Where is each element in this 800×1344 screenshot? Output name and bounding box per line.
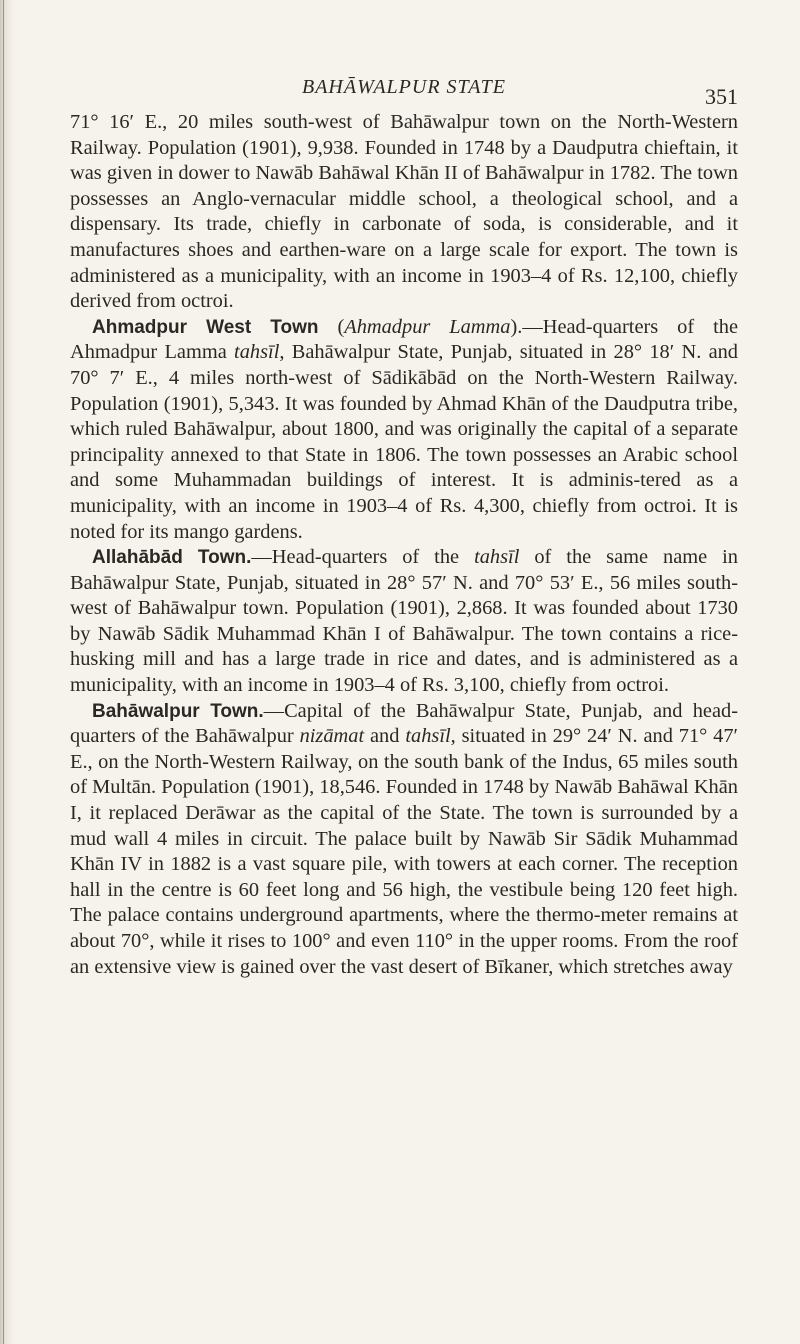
running-head-title: BAHĀWALPUR STATE: [301, 76, 507, 98]
paragraph-continuation: 71° 16′ E., 20 miles south-west of Bahāwalpur town on the North-Western Railway. Population (1901), 9,938. Founded in 1748 by a Daudputra chieftain, it was given in dower to Nawāb Bahāwal Khān II of Bahāwalpur in 1782. The town possesses an Anglo-vernacular middle school, a theological school, and a dispensary. Its trade, chiefly in carbonate of soda, is considerable, and it manufactures shoes and earthen-ware on a large scale for export. The town is administered as a municipality, with an income in 1903–4 of Rs. 12,100, chiefly derived from octroi.: [70, 111, 738, 313]
page-binding-edge: [0, 0, 14, 1344]
entry-bahawalpur-town: Bahāwalpur Town.—Capital of the Bahāwalpur State, Punjab, and head-quarters of the Bahāwalpur nizāmat and tahsīl, situated in 29° 24′ N. and 71° 47′ E., on the North-Western Railway, on the south bank of the Indus, 65 miles south of Multān. Population (1901), 18,546. Founded in 1748 by Nawāb Bahāwal Khān I, it replaced Derāwar as the capital of the State. The town is surrounded by a mud wall 4 miles in circuit. The palace built by Nawāb Sir Sādik Muhammad Khān IV in 1882 is a vast square pile, with towers at each corner. The reception hall in the centre is 60 feet long and 56 high, the vestibule being 120 feet high. The palace contains underground apartments, where the thermo-meter remains at about 70°, while it rises to 100° and even 110° in the upper rooms. From the roof an extensive view is gained over the vast desert of Bīkaner, which stretches away: [70, 699, 739, 978]
document-page: [70, 76, 738, 980]
body-text: [70, 110, 738, 980]
page-number: 351: [705, 84, 738, 109]
entry-headword: Allahābād Town.: [92, 547, 252, 569]
entry-ahmadpur-west: Ahmadpur West Town (Ahmadpur Lamma).—Head-quarters of the Ahmadpur Lamma tahsīl, Bahāwalpur State, Punjab, situated in 28° 18′ N. and 70° 7′ E., 4 miles north-west of Sādikābād on the North-Western Railway. Population (1901), 5,343. It was founded by Ahmad Khān of the Daudputra tribe, which ruled Bahāwalpur, about 1800, and was originally the capital of a separate principality annexed to that State in 1806. The town possesses an Arabic school and some Muhammadan buildings of interest. It is adminis-tered as a municipality, with an income in 1903–4 of Rs. 4,300, chiefly from octroi. It is noted for its mango gardens.: [70, 315, 739, 543]
entry-headword: Bahāwalpur Town.: [92, 700, 264, 722]
entry-headword: Ahmadpur West Town: [92, 316, 319, 338]
running-head: [70, 76, 738, 110]
entry-allahabad: Allahābād Town.—Head-quarters of the tahsīl of the same name in Bahāwalpur State, Punjab, situated in 28° 57′ N. and 70° 53′ E., 56 miles south-west of Bahāwalpur town. Population (1901), 2,868. It was founded about 1730 by Nawāb Sādik Muhammad Khān I of Bahāwalpur. The town contains a rice-husking mill and has a large trade in rice and dates, and is administered as a municipality, with an income in 1903–4 of Rs. 3,100, chiefly from octroi.: [70, 546, 738, 697]
